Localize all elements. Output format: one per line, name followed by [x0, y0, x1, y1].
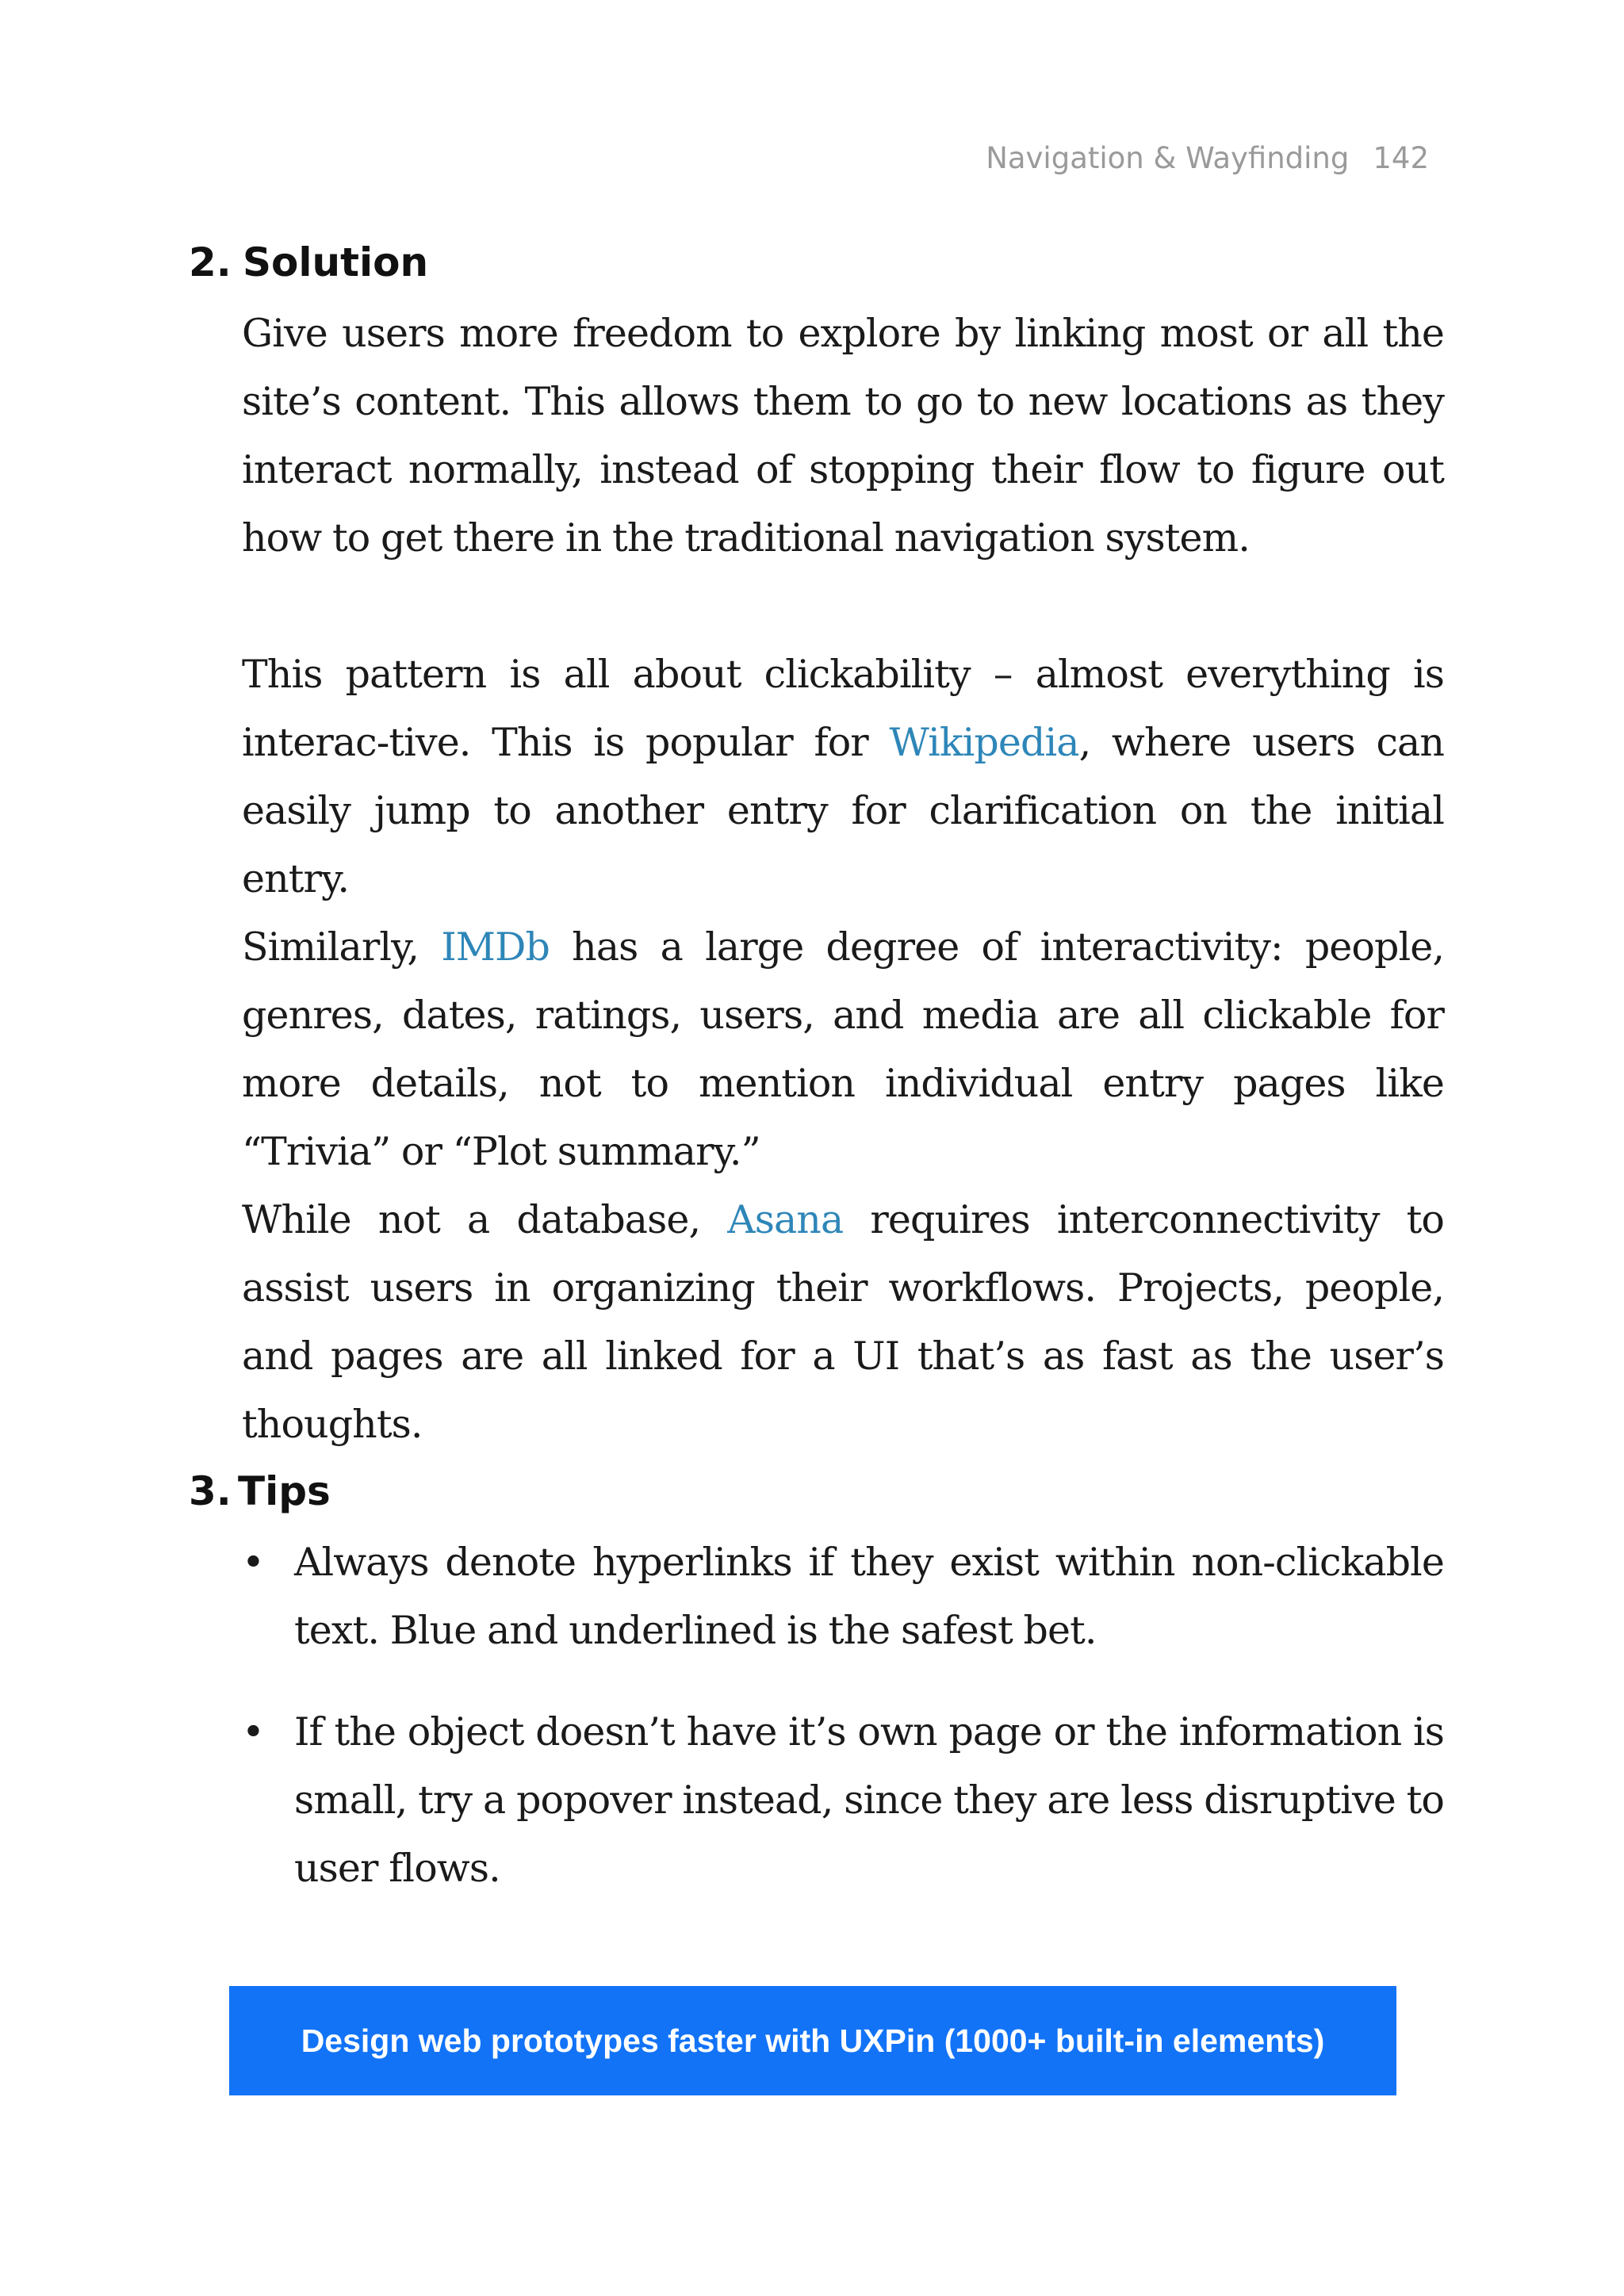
solution-heading-number: 2. [189, 239, 232, 285]
tip-text: Always denote hyperlinks if they exist within non-clickable text. Blue and underlined is the safest bet. [294, 1540, 1444, 1653]
paragraph-2-text-after: , where users can easily jump to another entry for clarification on the initial entry. [242, 720, 1444, 901]
paragraph-3-text-after: has a large degree of interactivity: people, genres, dates, ratings, users, and media are all clickable for more details, not to mention individual entry pages like “Trivia” or “Plot summary.” [242, 924, 1445, 1174]
section-title: Navigation & Wayfinding [986, 141, 1350, 175]
solution-paragraph-2 [242, 641, 1444, 913]
solution-paragraph-3 [242, 913, 1444, 1186]
tip-item [242, 1529, 1444, 1665]
solution-heading [189, 239, 428, 285]
bullet-icon: • [242, 1540, 265, 1585]
tips-heading-title: Tips [238, 1468, 331, 1514]
paragraph-4-text-after: requires interconnectivity to assist users in organizing their workflows. Projects, people, and pages are all linked for a UI that’s as fast as the user’s thoughts. [242, 1197, 1445, 1447]
solution-heading-title: Solution [243, 239, 429, 285]
bullet-icon: • [242, 1709, 265, 1755]
tip-item [242, 1698, 1444, 1903]
uxpin-cta-button[interactable]: Design web prototypes faster with UXPin (1000+ built-in elements) [229, 1986, 1396, 2095]
tip-text: If the object doesn’t have it’s own page or the information is small, try a popover instead, since they are less disruptive to user flows. [294, 1709, 1444, 1891]
tips-heading [189, 1468, 331, 1514]
solution-paragraph-1: Give users more freedom to explore by linking most or all the site’s content. This allows them to go to new locations as they interact normally, instead of stopping their flow to figure out how to get there in the traditional navigation system. [242, 311, 1444, 561]
solution-paragraph-4 [242, 1186, 1444, 1459]
imdb-link[interactable]: IMDb [441, 924, 550, 970]
paragraph-2-text-before: This pattern is all about clickability – almost everything is interac-tive. This is popular for [242, 652, 1444, 765]
page-number: 142 [1373, 141, 1429, 175]
wikipedia-link[interactable]: Wikipedia [889, 720, 1079, 765]
paragraph-4-text-before: While not a database, [242, 1197, 728, 1242]
tips-heading-number: 3. [189, 1468, 232, 1514]
paragraph-3-text-before: Similarly, [242, 924, 442, 970]
running-header [986, 141, 1429, 175]
asana-link[interactable]: Asana [727, 1197, 844, 1242]
